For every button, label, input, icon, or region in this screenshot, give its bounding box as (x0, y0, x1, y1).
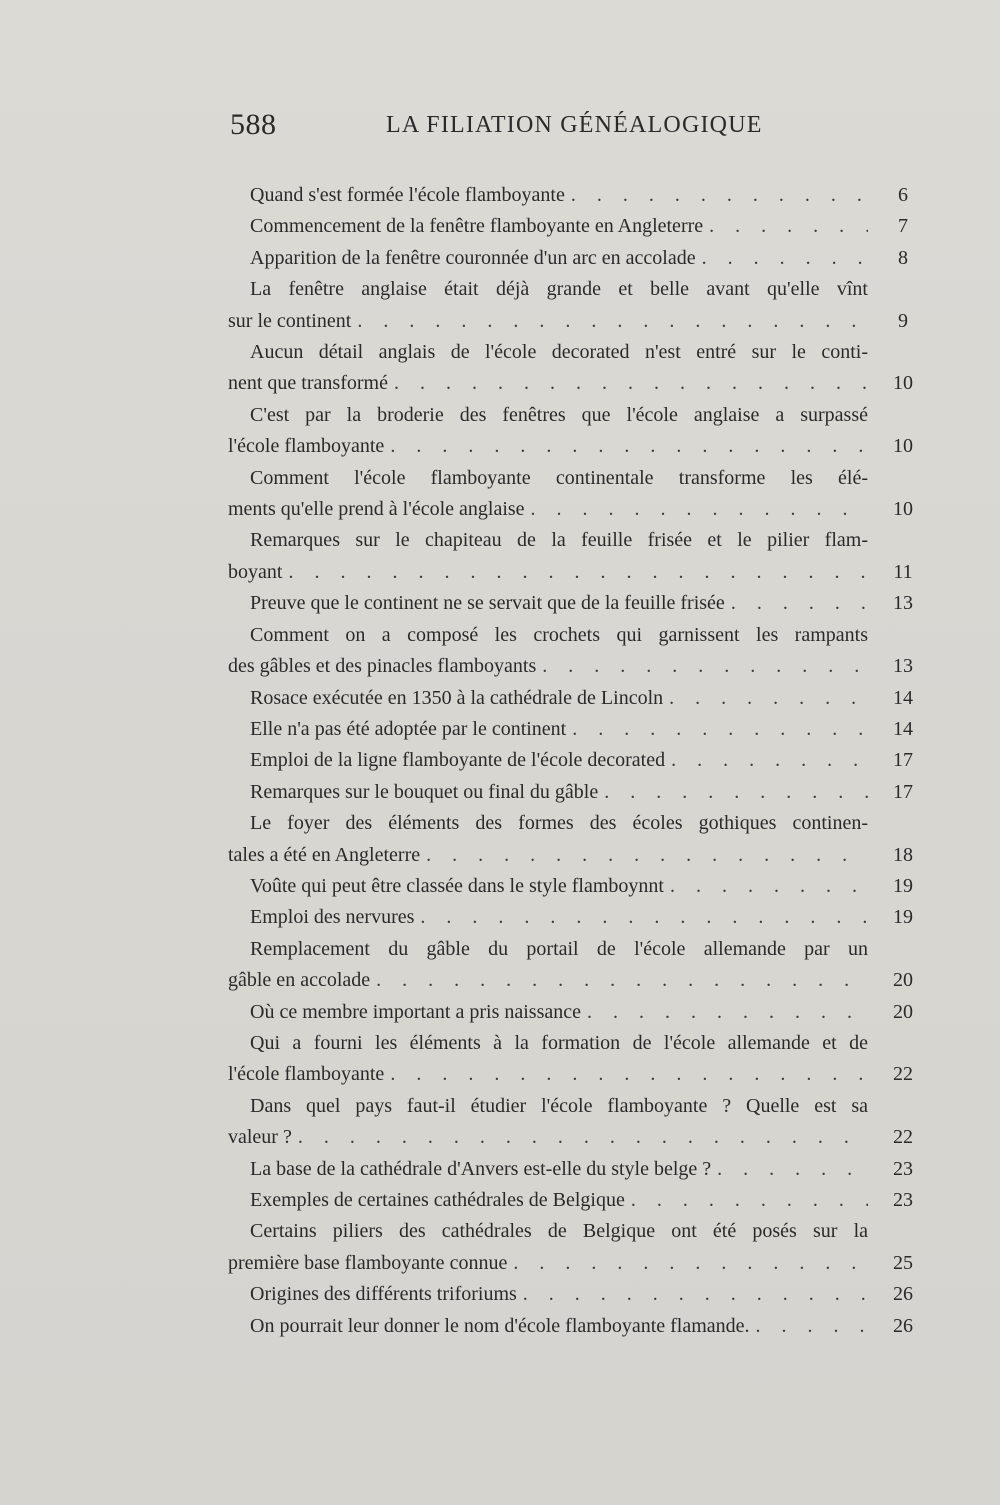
toc-entry-text: Quand s'est formée l'école flamboyante (250, 184, 565, 206)
toc-entry (228, 683, 928, 714)
toc-entry-last-line (228, 588, 868, 619)
leader-dots (604, 777, 868, 808)
toc-entry-page-number: 19 (893, 874, 913, 897)
toc-entry-text: gâble en accolade (228, 969, 371, 992)
toc-entry-text: Où ce membre important a pris naissance (250, 1000, 581, 1023)
toc-entry-line: Comment l'école flamboyante continentale transforme les élé- (250, 466, 868, 489)
toc-entry (228, 902, 928, 933)
toc-entry-page-number: 26 (893, 1283, 913, 1306)
toc-entry (228, 243, 928, 274)
toc-entry-line: Remarques sur le chapiteau de la feuille frisée et le pilier flam- (250, 529, 868, 552)
toc-entry (228, 620, 928, 683)
toc-entry-text: Exemples de certaines cathédrales de Belgique (250, 1189, 625, 1211)
leader-dots (420, 902, 868, 933)
table-of-contents (228, 180, 928, 1342)
leader-dots (717, 1154, 868, 1185)
toc-entry-page-number: 11 (893, 560, 913, 583)
toc-entry-text: Apparition de la fenêtre couronnée d'un arc en accolade (250, 246, 696, 269)
page-header (230, 108, 920, 148)
leader-dots (531, 494, 868, 525)
toc-entry (228, 777, 928, 808)
toc-entry-page-number: 7 (898, 215, 908, 238)
toc-entry-last-line (228, 368, 868, 399)
toc-entry (228, 525, 928, 588)
toc-entry (228, 871, 928, 902)
toc-entry-last-line (228, 431, 868, 462)
leader-dots (631, 1185, 868, 1216)
running-title: LA FILIATION GÉNÉALOGIQUE (386, 112, 763, 138)
toc-entry-last-line (228, 840, 868, 871)
toc-entry-page-number: 20 (893, 1000, 913, 1023)
leader-dots (513, 1248, 868, 1279)
toc-entry-last-line (228, 180, 868, 211)
leader-dots (669, 683, 868, 714)
toc-entry-text: Commencement de la fenêtre flamboyante en Angleterre (250, 215, 704, 238)
toc-entry-page-number: 26 (893, 1314, 913, 1337)
toc-entry-page-number: 10 (893, 498, 913, 521)
toc-entry (228, 1154, 928, 1185)
toc-entry-page-number: 10 (893, 435, 913, 458)
leader-dots (572, 714, 868, 745)
toc-entry-page-number: 14 (893, 717, 913, 740)
toc-entry (228, 1091, 928, 1154)
toc-entry-last-line (228, 1185, 868, 1216)
toc-entry-text: Elle n'a pas été adoptée par le continent (250, 717, 567, 740)
toc-entry-text: ments qu'elle prend à l'école anglaise (228, 498, 525, 521)
toc-entry (228, 1216, 928, 1279)
toc-entry-text: Emploi de la ligne flamboyante de l'école decorated (250, 749, 666, 772)
leader-dots (587, 997, 868, 1028)
toc-entry-last-line (228, 714, 868, 745)
toc-entry (228, 337, 928, 400)
toc-entry-line: Remplacement du gâble du portail de l'école allemande par un (250, 937, 868, 960)
toc-entry-line: Dans quel pays faut-il étudier l'école flamboyante ? Quelle est sa (250, 1094, 868, 1117)
toc-entry-last-line (228, 1248, 868, 1279)
toc-entry (228, 1311, 928, 1342)
leader-dots (394, 368, 868, 399)
toc-entry-last-line (228, 494, 868, 525)
toc-entry-last-line (228, 1122, 868, 1153)
leader-dots (523, 1279, 868, 1310)
toc-entry-page-number: 9 (898, 309, 908, 332)
leader-dots (571, 180, 868, 211)
toc-entry-page-number: 8 (898, 246, 908, 269)
toc-entry (228, 808, 928, 871)
toc-entry-page-number: 17 (893, 780, 913, 803)
toc-entry (228, 400, 928, 463)
toc-entry-last-line (228, 683, 868, 714)
toc-entry-page-number: 20 (893, 969, 913, 992)
toc-entry-text: Emploi des nervures (250, 906, 415, 929)
toc-entry (228, 714, 928, 745)
leader-dots (288, 557, 868, 588)
leader-dots (731, 588, 868, 619)
toc-entry (228, 211, 928, 242)
toc-entry (228, 588, 928, 619)
toc-entry-line: La fenêtre anglaise était déjà grande et belle avant qu'elle vînt (250, 278, 868, 301)
leader-dots (709, 211, 868, 242)
toc-entry-line: C'est par la broderie des fenêtres que l'école anglaise a surpassé (250, 403, 868, 426)
toc-entry-page-number: 17 (893, 749, 913, 772)
toc-entry-line: Qui a fourni les éléments à la formation de l'école allemande et de (250, 1031, 868, 1054)
toc-entry-last-line (228, 902, 868, 933)
leader-dots (376, 965, 868, 996)
leader-dots (756, 1311, 868, 1342)
toc-entry-page-number: 22 (893, 1126, 913, 1149)
toc-entry-page-number: 6 (898, 184, 908, 206)
toc-entry-text: tales a été en Angleterre (228, 843, 421, 866)
toc-entry-line: Le foyer des éléments des formes des écoles gothiques continen- (250, 812, 868, 835)
toc-entry-line: Comment on a composé les crochets qui garnissent les rampants (250, 623, 868, 646)
toc-entry (228, 274, 928, 337)
toc-entry (228, 745, 928, 776)
leader-dots (670, 871, 868, 902)
leader-dots (390, 431, 868, 462)
toc-entry (228, 934, 928, 997)
toc-entry-page-number: 23 (893, 1189, 913, 1211)
toc-entry-text: première base flamboyante connue (228, 1251, 508, 1274)
leader-dots (357, 306, 868, 337)
toc-entry-page-number: 13 (893, 592, 913, 615)
toc-entry (228, 463, 928, 526)
toc-entry-text: boyant (228, 560, 283, 583)
toc-entry-last-line (228, 306, 868, 337)
toc-entry-last-line (228, 1311, 868, 1342)
toc-entry-last-line (228, 777, 868, 808)
toc-entry-text: des gâbles et des pinacles flamboyants (228, 655, 537, 678)
toc-entry-last-line (228, 997, 868, 1028)
toc-entry-page-number: 19 (893, 906, 913, 929)
toc-entry-page-number: 10 (893, 372, 913, 395)
toc-entry-last-line (228, 1154, 868, 1185)
toc-entry-text: Preuve que le continent ne se servait que de la feuille frisée (250, 592, 725, 615)
toc-entry (228, 1185, 928, 1216)
leader-dots (298, 1122, 868, 1153)
toc-entry-page-number: 23 (893, 1157, 913, 1180)
toc-entry-text: sur le continent (228, 309, 352, 332)
toc-entry-text: On pourrait leur donner le nom d'école flamboyante flamande. (250, 1314, 750, 1337)
toc-entry-page-number: 22 (893, 1063, 913, 1086)
toc-entry-last-line (228, 243, 868, 274)
toc-entry-text: Voûte qui peut être classée dans le style flamboynnt (250, 874, 664, 897)
toc-entry (228, 1279, 928, 1310)
toc-entry-last-line (228, 1279, 868, 1310)
toc-entry-text: Origines des différents triforiums (250, 1283, 517, 1306)
toc-entry-last-line (228, 557, 868, 588)
toc-entry-last-line (228, 1059, 868, 1090)
toc-entry (228, 997, 928, 1028)
toc-entry-text: Remarques sur le bouquet ou final du gâble (250, 780, 599, 803)
toc-entry-text: nent que transformé (228, 372, 388, 395)
toc-entry-last-line (228, 651, 868, 682)
page-number: 588 (230, 108, 277, 141)
toc-entry-line: Aucun détail anglais de l'école decorated n'est entré sur le conti- (250, 341, 868, 364)
toc-entry-last-line (228, 871, 868, 902)
toc-entry-page-number: 25 (893, 1251, 913, 1274)
toc-entry-text: valeur ? (228, 1126, 292, 1149)
toc-entry-page-number: 14 (893, 686, 913, 709)
leader-dots (426, 840, 868, 871)
toc-entry-page-number: 13 (893, 655, 913, 678)
toc-entry (228, 1028, 928, 1091)
leader-dots (671, 745, 868, 776)
leader-dots (542, 651, 868, 682)
toc-entry-text: l'école flamboyante (228, 435, 385, 458)
toc-entry-text: l'école flamboyante (228, 1063, 385, 1086)
toc-entry-last-line (228, 965, 868, 996)
toc-entry-text: La base de la cathédrale d'Anvers est-elle du style belge ? (250, 1157, 712, 1180)
toc-entry-line: Certains piliers des cathédrales de Belgique ont été posés sur la (250, 1220, 868, 1243)
leader-dots (702, 243, 868, 274)
toc-entry-text: Rosace exécutée en 1350 à la cathédrale de Lincoln (250, 686, 664, 709)
toc-entry-last-line (228, 745, 868, 776)
toc-entry-page-number: 18 (893, 843, 913, 866)
toc-entry-last-line (228, 211, 868, 242)
toc-entry (228, 180, 928, 211)
leader-dots (390, 1059, 868, 1090)
